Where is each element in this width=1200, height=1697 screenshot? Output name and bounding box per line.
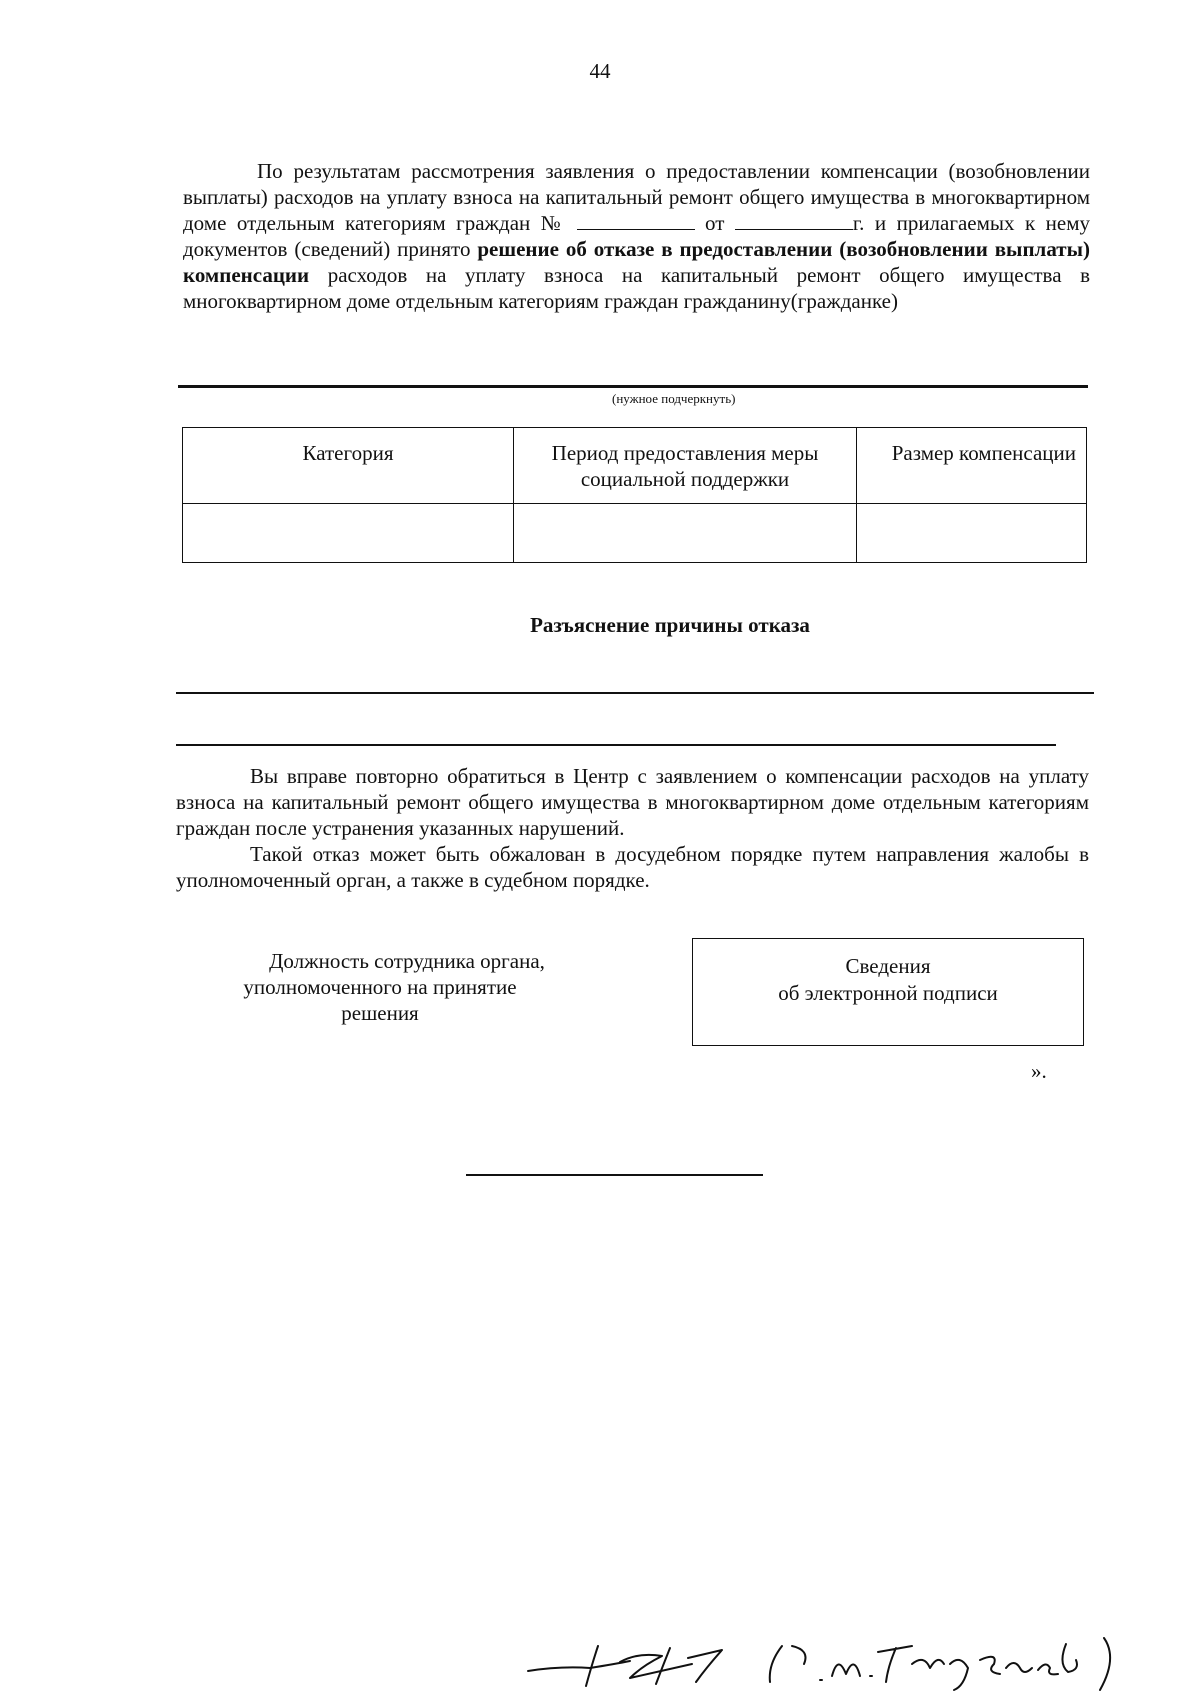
amount-cell[interactable] — [857, 504, 1087, 563]
official-line-2: уполномоченного на принятие — [243, 975, 517, 999]
signature-stroke — [688, 1650, 722, 1682]
period-cell[interactable] — [514, 504, 857, 563]
compensation-table — [182, 427, 1087, 563]
recipient-name-line — [178, 385, 1088, 388]
from-label: от — [705, 211, 725, 235]
signature-stroke — [1100, 1638, 1110, 1690]
reason-line-1 — [176, 692, 1094, 694]
signature-stroke — [528, 1661, 630, 1671]
official-line-1: Должность сотрудника органа, — [269, 949, 545, 973]
decision-paragraph — [183, 158, 1090, 314]
header-category: Категория — [183, 428, 514, 504]
page-number: 44 — [589, 59, 611, 83]
signature-stroke — [770, 1646, 806, 1682]
signature-stroke — [656, 1648, 670, 1684]
rights-section — [176, 763, 1089, 893]
end-divider — [466, 1174, 763, 1176]
decision-ending-text: расходов на уплату взноса на капитальный ремонт общего имущества в многоквартирном доме отдельным категориям граждан гражданину(гражданке) — [183, 263, 1091, 313]
official-line-3: решения — [341, 1001, 419, 1025]
reapply-paragraph: Вы вправе повторно обратиться в Центр с заявлением о компенсации расходов на уплату взноса на капитальный ремонт общего имущества в многоквартирном доме отдельным категориям граждан после устранения указанных нарушений. — [176, 764, 1089, 840]
electronic-signature-box — [692, 938, 1084, 1046]
refusal-reason-title: Разъяснение причины отказа — [530, 613, 810, 637]
signature-stroke — [820, 1664, 860, 1680]
category-cell[interactable] — [183, 504, 514, 563]
reason-line-2 — [176, 744, 1056, 746]
closing-quote: ». — [1031, 1059, 1047, 1083]
header-period: Период предоставления меры социальной поддержки — [514, 428, 857, 504]
table-row — [183, 504, 1087, 563]
official-position — [200, 948, 560, 1026]
signature-stroke — [912, 1660, 968, 1690]
decision-text: решение об отказе в предоставлении (возобновлении выплаты) компенсации — [183, 237, 1090, 287]
header-amount: Размер компенсации — [857, 428, 1087, 504]
signature-stroke — [1038, 1644, 1077, 1674]
signature-stroke — [980, 1657, 1032, 1674]
appeal-paragraph: Такой отказ может быть обжалован в досудебном порядке путем направления жалобы в уполномоченный орган, а также в судебном порядке. — [176, 842, 1089, 892]
application-number-blank — [577, 211, 695, 230]
underline-hint: (нужное подчеркнуть) — [612, 391, 736, 406]
after-date-text: г. и прилагаемых к нему документов (сведений) принято — [183, 211, 1091, 261]
intro-text: По результатам рассмотрения заявления о предоставлении компенсации (возобновлении выплаты) расходов на уплату взноса на капитальный ремонт общего имущества в многоквартирном доме отдельным категориям граждан № — [183, 159, 1090, 235]
handwritten-signature — [520, 1624, 1170, 1694]
signature-box-line-1: Сведения — [845, 954, 931, 978]
signature-box-line-2: об электронной подписи — [778, 981, 998, 1005]
signature-stroke — [620, 1655, 692, 1678]
application-date-blank — [735, 211, 853, 230]
table-header-row — [183, 428, 1087, 504]
signature-stroke — [870, 1646, 912, 1682]
